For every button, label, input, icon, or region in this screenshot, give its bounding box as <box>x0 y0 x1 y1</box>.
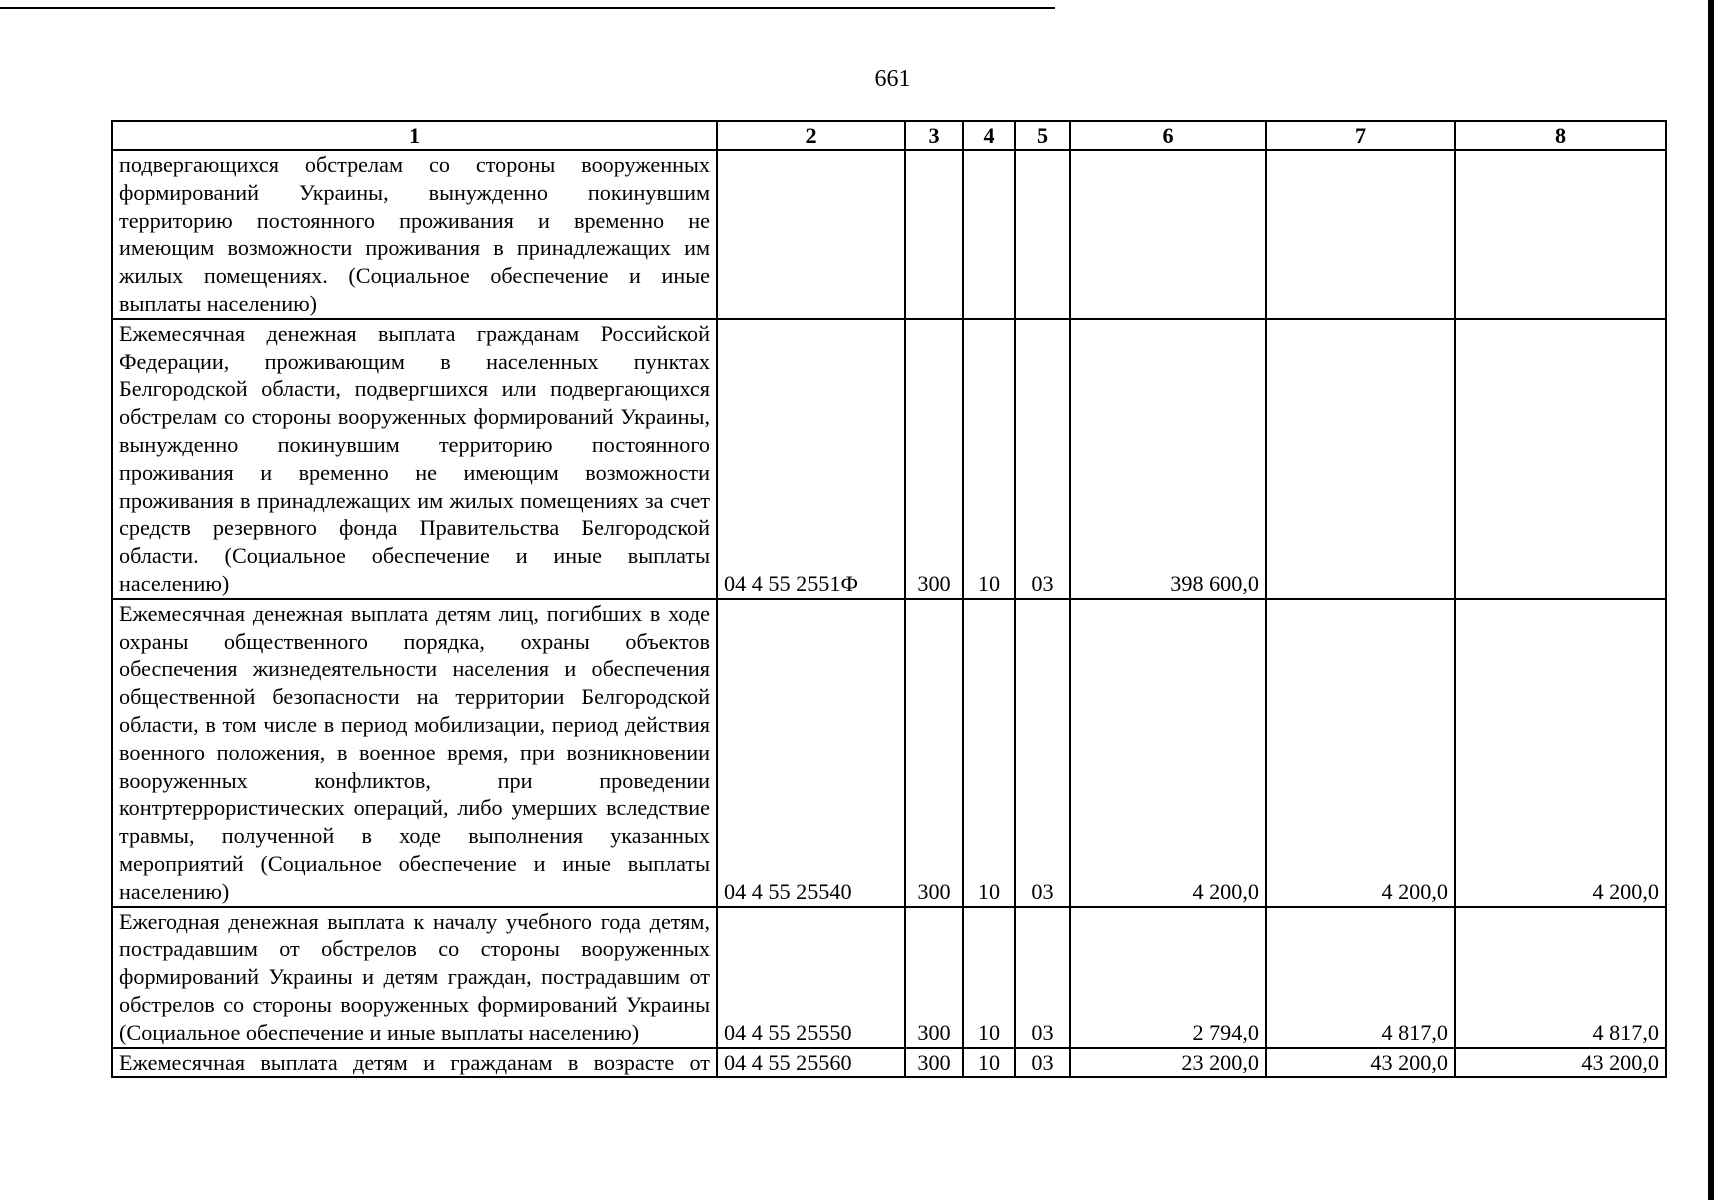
row-col-6: 398 600,0 <box>1070 319 1266 599</box>
table-row <box>112 319 1666 599</box>
row-description: Ежемесячная выплата детям и гражданам в возрасте от <box>112 1048 717 1078</box>
row-col-8: 4 200,0 <box>1455 599 1666 907</box>
row-col-4: 10 <box>963 319 1015 599</box>
row-description: Ежемесячная денежная выплата гражданам Российской Федерации, проживающим в населенных пунктах Белгородской области, подвергшихся или подвергающихся обстрелам со стороны вооруженных формирований Украины, вынужденно покинувшим территорию постоянного проживания и временно не имеющим возможности проживания в принадлежащих им жилых помещениях за счет средств резервного фонда Правительства Белгородской области. (Социальное обеспечение и иные выплаты населению) <box>112 319 717 599</box>
page-number: 661 <box>874 66 911 92</box>
row-col-7 <box>1266 319 1455 599</box>
row-col-5: 03 <box>1015 599 1070 907</box>
row-col-5: 03 <box>1015 319 1070 599</box>
row-description: Ежегодная денежная выплата к началу учебного года детям, пострадавшим от обстрелов со стороны вооруженных формирований Украины и детям граждан, пострадавшим от обстрелов со стороны вооруженных формирований Украины (Социальное обеспечение и иные выплаты населению) <box>112 907 717 1048</box>
table-row <box>112 599 1666 907</box>
header-col-1: 1 <box>112 121 717 150</box>
row-col-3 <box>905 150 963 319</box>
table-row <box>112 907 1666 1048</box>
row-col-4 <box>963 150 1015 319</box>
row-col-5: 03 <box>1015 1048 1070 1078</box>
header-col-6: 6 <box>1070 121 1266 150</box>
row-code: 04 4 55 25550 <box>717 907 905 1048</box>
header-col-3: 3 <box>905 121 963 150</box>
row-col-6 <box>1070 150 1266 319</box>
row-description: подвергающихся обстрелам со стороны вооруженных формирований Украины, вынужденно покинувшим территорию постоянного проживания и временно не имеющим возможности проживания в принадлежащих им жилых помещениях. (Социальное обеспечение и иные выплаты населению) <box>112 150 717 319</box>
header-col-4: 4 <box>963 121 1015 150</box>
header-col-2: 2 <box>717 121 905 150</box>
row-col-8: 4 817,0 <box>1455 907 1666 1048</box>
row-col-4: 10 <box>963 1048 1015 1078</box>
header-col-7: 7 <box>1266 121 1455 150</box>
budget-table <box>111 120 1667 1078</box>
row-col-7: 43 200,0 <box>1266 1048 1455 1078</box>
table-row <box>112 1048 1666 1078</box>
row-col-5 <box>1015 150 1070 319</box>
row-code: 04 4 55 2551Ф <box>717 319 905 599</box>
header-row <box>112 121 1666 150</box>
row-col-6: 23 200,0 <box>1070 1048 1266 1078</box>
row-col-3: 300 <box>905 1048 963 1078</box>
row-code: 04 4 55 25540 <box>717 599 905 907</box>
row-col-7: 4 817,0 <box>1266 907 1455 1048</box>
row-col-8 <box>1455 150 1666 319</box>
row-col-7 <box>1266 150 1455 319</box>
row-col-6: 4 200,0 <box>1070 599 1266 907</box>
row-col-4: 10 <box>963 907 1015 1048</box>
row-description: Ежемесячная денежная выплата детям лиц, погибших в ходе охраны общественного порядка, охраны объектов обеспечения жизнедеятельности населения и обеспечения общественной безопасности на территории Белгородской области, в том числе в период мобилизации, период действия военного положения, в военное время, при возникновении вооруженных конфликтов, при проведении контртеррористических операций, либо умерших вследствие травмы, полученной в ходе выполнения указанных мероприятий (Социальное обеспечение и иные выплаты населению) <box>112 599 717 907</box>
row-col-8: 43 200,0 <box>1455 1048 1666 1078</box>
row-col-8 <box>1455 319 1666 599</box>
row-col-3: 300 <box>905 319 963 599</box>
header-col-8: 8 <box>1455 121 1666 150</box>
table-row <box>112 150 1666 319</box>
row-code <box>717 150 905 319</box>
row-col-5: 03 <box>1015 907 1070 1048</box>
scan-right-edge <box>1708 0 1714 1200</box>
row-col-3: 300 <box>905 907 963 1048</box>
row-col-4: 10 <box>963 599 1015 907</box>
row-code: 04 4 55 25560 <box>717 1048 905 1078</box>
header-col-5: 5 <box>1015 121 1070 150</box>
row-col-6: 2 794,0 <box>1070 907 1266 1048</box>
row-col-3: 300 <box>905 599 963 907</box>
row-col-7: 4 200,0 <box>1266 599 1455 907</box>
scan-top-line <box>0 7 1055 9</box>
